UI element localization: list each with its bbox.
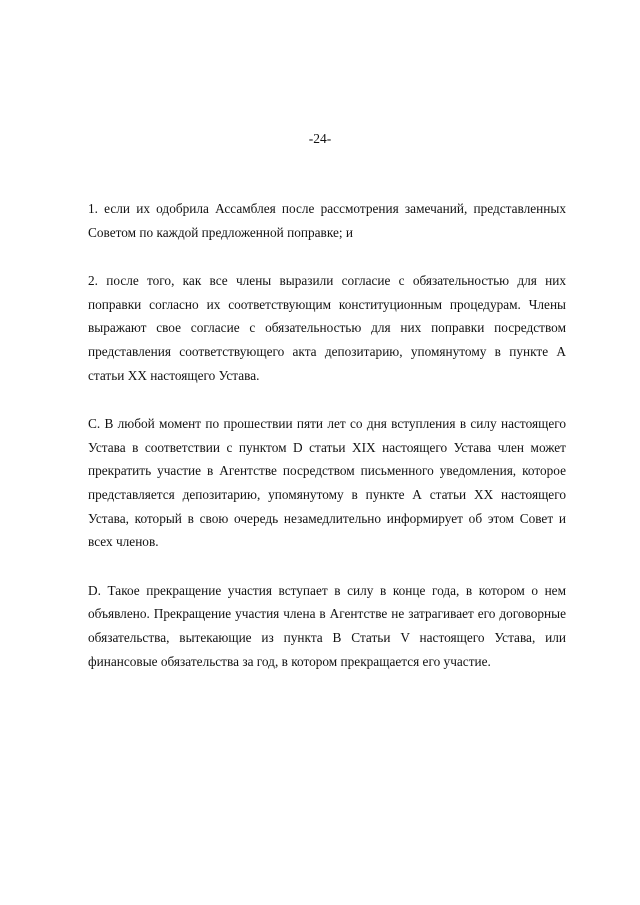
paragraph-c: C. В любой момент по прошествии пяти лет со дня вступления в силу настоящего Устава в соответствии с пунктом D статьи XIX настоящего Устава член может прекратить участие в Агентстве посредством письменного уведомления, которое представляется депозитарию, упомянутому в пункте А статьи XX настоящего Устава, который в свою очередь незамедлительно информирует об этом Совет и всех членов. — [88, 416, 566, 550]
paragraph-d: D. Такое прекращение участия вступает в силу в конце года, в котором о нем объявлено. Прекращение участия члена в Агентстве не затрагивает его договорные обязательства, вытекающие из пункта В Статьи V настоящего Устава, или финансовые обязательства за год, в котором прекращается его участие. — [88, 582, 566, 669]
paragraph-1: 1. если их одобрила Ассамблея после рассмотрения замечаний, представленных Советом по каждой предложенной поправке; и — [88, 201, 566, 240]
paragraph-2: 2. после того, как все члены выразили согласие с обязательностью для них поправки согласно их соответствующим конституционным процедурам. Члены выражают свое согласие с обязательностью для них поправки посредством представления соответствующего акта депозитарию, упомянутому в пункте А статьи XX настоящего Устава. — [88, 273, 566, 383]
page-number: -24- — [308, 131, 332, 146]
document-body — [88, 197, 566, 698]
